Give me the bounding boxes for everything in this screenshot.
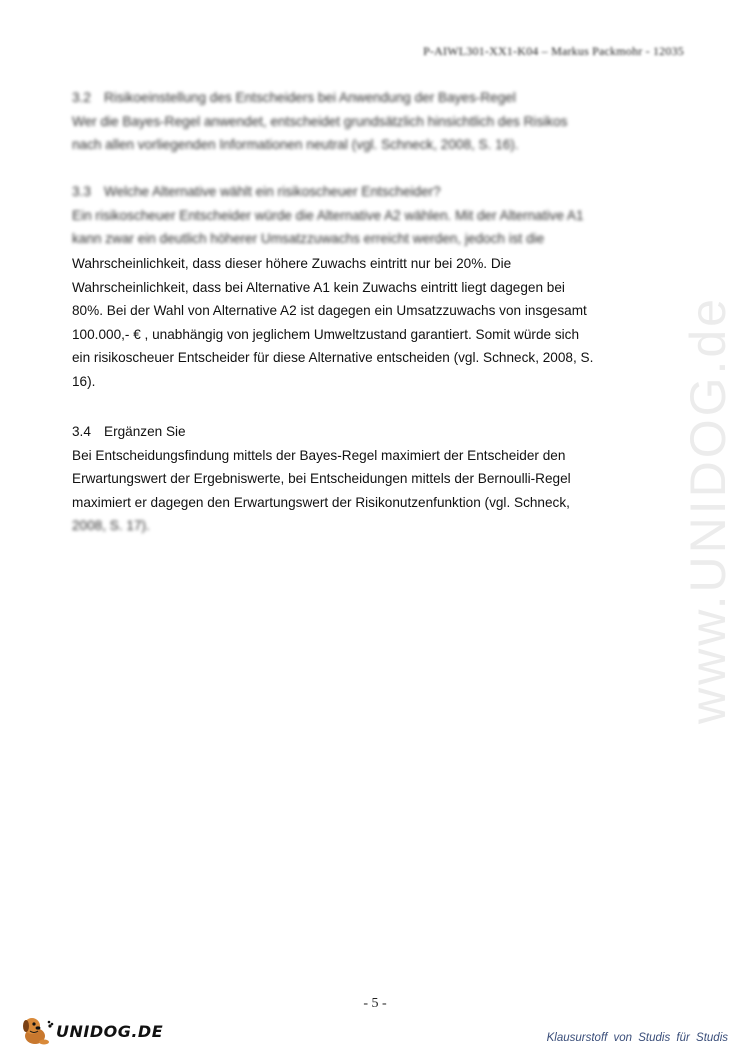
section-title: Welche Alternative wählt ein risikoscheuer Entscheider? [104, 184, 441, 199]
unidog-logo [20, 1014, 163, 1048]
text-line: Bei Entscheidungsfindung mittels der Bayes-Regel maximiert der Entscheider den [72, 447, 566, 463]
section-heading [72, 86, 612, 110]
section-3-3-body [72, 252, 612, 394]
text-line: Wahrscheinlichkeit, dass dieser höhere Zuwachs eintritt nur bei 20%. Die [72, 256, 512, 271]
logo-text: UNIDOG.DE [56, 1021, 164, 1041]
text-line: 100.000,- € , unabhängig von jeglichem Umweltzustand garantiert. Somit würde sich [72, 326, 580, 342]
text-line: 16). [72, 373, 96, 389]
section-number: 3.3 [72, 184, 91, 199]
footer-slogan: Klausurstoff von Studis für Studis [546, 1032, 728, 1044]
text-line: Ein risikoscheuer Entscheider würde die Alternative A2 wählen. Mit der Alternative A1 [72, 207, 584, 223]
text-line: Wahrscheinlichkeit, dass bei Alternative A1 kein Zuwachs eintritt liegt dagegen bei [72, 279, 565, 295]
section-3-2 [72, 86, 612, 157]
page-header: P-AIWL301-XX1-K04 – Markus Packmohr - 12035 [423, 44, 684, 58]
section-title: Ergänzen Sie [104, 424, 186, 439]
text-line: kann zwar ein deutlich höherer Umsatzzuwachs erreicht werden, jedoch ist die [72, 231, 545, 247]
section-heading [72, 420, 612, 444]
text-line: Erwartungswert der Ergebniswerte, bei Entscheidungen mittels der Bernoulli-Regel [72, 471, 571, 487]
text-line: ein risikoscheuer Entscheider für diese Alternative entscheiden (vgl. Schneck, 2008, S. [72, 350, 594, 366]
section-number: 3.2 [72, 90, 91, 105]
section-3-3-blurred [72, 180, 612, 251]
text-line: maximiert er dagegen den Erwartungswert der Risikonutzenfunktion (vgl. Schneck, [72, 494, 570, 510]
text-line: Wer die Bayes-Regel anwendet, entscheidet grundsätzlich hinsichtlich des Risikos [72, 113, 568, 129]
watermark: www.UNIDOG.de [680, 296, 736, 724]
text-line: 2008, S. 17). [72, 518, 150, 534]
page-number: - 5 - [363, 996, 387, 1011]
text-line: nach allen vorliegenden Informationen neutral (vgl. Schneck, 2008, S. 16). [72, 137, 519, 153]
section-3-4 [72, 420, 612, 538]
section-heading [72, 180, 612, 204]
section-number: 3.4 [72, 424, 91, 439]
dog-icon [20, 1014, 54, 1048]
text-line: 80%. Bei der Wahl von Alternative A2 ist dagegen ein Umsatzzuwachs von insgesamt [72, 303, 587, 319]
section-title: Risikoeinstellung des Entscheiders bei Anwendung der Bayes-Regel [104, 90, 516, 105]
